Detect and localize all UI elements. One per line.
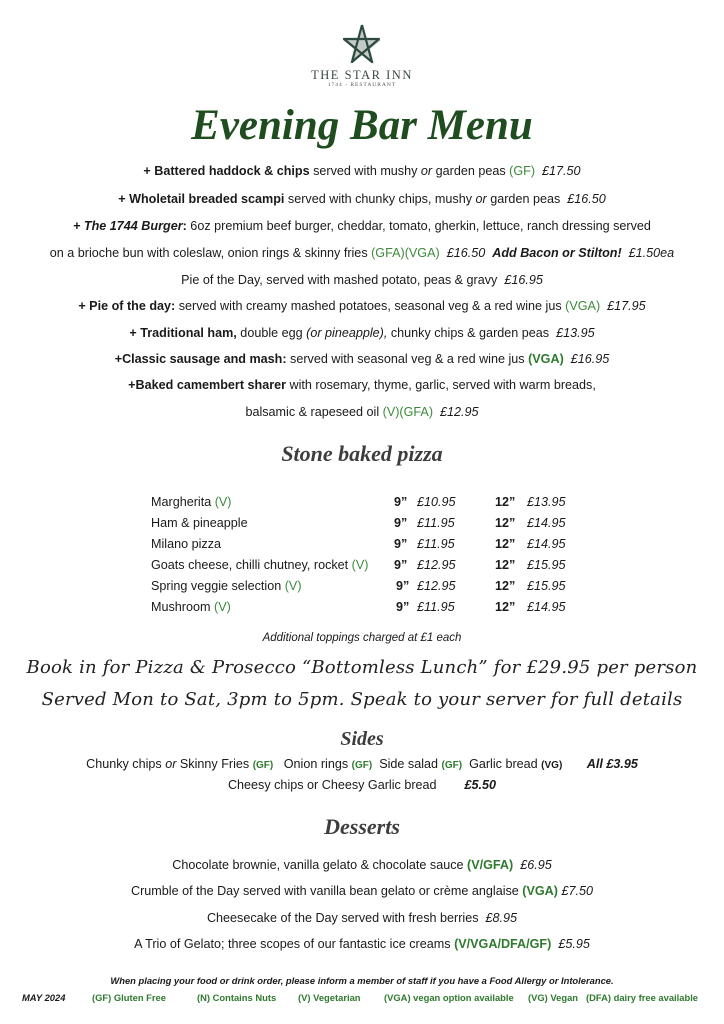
menu-title: Evening Bar Menu [191, 102, 533, 149]
menu-item: +Baked camembert sharer with rosemary, thyme, garlic, served with warm breads, [128, 378, 596, 392]
price-9inch: £11.95 [417, 600, 455, 614]
item-price: £7.50 [561, 884, 593, 898]
add-on-label: Add Bacon or Stilton! [492, 246, 622, 260]
price-12inch: £15.95 [527, 579, 566, 593]
promo-line-1: Book in for Pizza & Prosecco “Bottomless Lunch” for £29.95 per person [26, 657, 698, 678]
dietary-tag: (V) [214, 600, 231, 614]
price-9inch: £10.95 [417, 495, 456, 509]
pizza-row: Goats cheese, chilli chutney, rocket (V) 9” £12.95 12” £15.95 [151, 558, 566, 572]
pizza-name: Milano pizza [151, 537, 221, 551]
menu-item: Pie of the Day, served with mashed potato, peas & gravy £16.95 [181, 273, 543, 287]
menu-item: + Wholetail breaded scampi served with chunky chips, mushy or garden peas £16.50 [118, 192, 606, 206]
key-v: (V) Vegetarian [298, 992, 361, 1003]
dietary-tag: (GF) [509, 164, 536, 178]
item-price: £17.50 [542, 164, 581, 178]
dietary-tag: (V)(GFA) [382, 405, 434, 419]
item-price: £16.95 [504, 273, 543, 287]
item-name: Battered haddock & chips [154, 164, 310, 178]
sides-price: £5.50 [464, 778, 497, 792]
menu-item: + Battered haddock & chips served with mushy or garden peas (GF) £17.50 [143, 164, 581, 178]
item-price: £8.95 [485, 911, 518, 925]
pizza-name: Mushroom [151, 600, 214, 614]
dietary-tag: (VGA) [565, 299, 601, 313]
section-heading-desserts: Desserts [324, 814, 400, 839]
dietary-key [0, 992, 724, 1004]
dietary-tag: (VG) [541, 760, 563, 771]
dessert-item: Cheesecake of the Day served with fresh berries £8.95 [206, 911, 518, 925]
dessert-item: Crumble of the Day served with vanilla bean gelato or crème anglaise (VGA) £7.50 [130, 884, 593, 898]
sides-row: Chunky chips or Skinny Fries (GF) Onion rings (GF) Side salad (GF) Garlic bread (VG) All £3.95 [86, 757, 638, 771]
item-price: £13.95 [556, 326, 595, 340]
menu-date: MAY 2024 [22, 992, 66, 1003]
price-12inch: £14.95 [527, 537, 566, 551]
pizza-row: Margherita (V) 9” £10.95 12” £13.95 [151, 495, 566, 509]
restaurant-logo [0, 22, 724, 89]
price-12inch: £15.95 [527, 558, 566, 572]
menu-item: + Pie of the day: served with creamy mashed potatoes, seasonal veg & a red wine jus (VGA) £17.95 [78, 299, 646, 313]
dietary-tag: (VGA) [528, 352, 564, 366]
key-n: (N) Contains Nuts [197, 992, 277, 1003]
item-name: Baked camembert sharer [135, 378, 287, 392]
dessert-item: A Trio of Gelato; three scopes of our fantastic ice creams (V/VGA/DFA/GF) £5.95 [134, 937, 590, 951]
price-9inch: £11.95 [417, 516, 455, 530]
item-price: £12.95 [440, 405, 479, 419]
item-name: Wholetail breaded scampi [129, 192, 285, 206]
pizza-row: Mushroom (V) 9” £11.95 12” £14.95 [151, 600, 566, 614]
dietary-tag: (GFA)(VGA) [371, 246, 440, 260]
pizza-row: Ham & pineapple 9” £11.95 12” £14.95 [151, 516, 566, 530]
price-12inch: £14.95 [527, 600, 566, 614]
price-12inch: £13.95 [527, 495, 566, 509]
key-vg: (VG) Vegan [528, 992, 579, 1003]
menu-item-continued: on a brioche bun with coleslaw, onion rings & skinny fries (GFA)(VGA) £16.50 Add Bacon or Stilton! £1.50ea [49, 246, 675, 260]
pizza-name: Spring veggie selection [151, 579, 285, 593]
logo-name: THE STAR INN [311, 68, 413, 82]
item-price: £6.95 [520, 858, 552, 872]
dietary-tag: (V) [284, 579, 302, 593]
add-on-price: £1.50ea [628, 246, 675, 260]
dietary-tag: (GF) [441, 760, 463, 771]
sides-row: Cheesy chips or Cheesy Garlic bread £5.50 [227, 778, 497, 792]
item-price: £5.95 [558, 937, 590, 951]
item-price: £16.95 [570, 352, 610, 366]
price-12inch: £14.95 [527, 516, 566, 530]
item-price: £16.50 [446, 246, 486, 260]
dietary-tag: (GF) [252, 760, 274, 771]
dietary-tag: (VGA) [522, 884, 558, 898]
toppings-note: Additional toppings charged at £1 each [262, 632, 462, 644]
sides-price: All £3.95 [586, 757, 638, 771]
pizza-name: Ham & pineapple [151, 516, 248, 530]
menu-item: + Traditional ham, double egg (or pineapple), chunky chips & garden peas £13.95 [129, 326, 595, 340]
pizza-name: Margherita [151, 495, 215, 509]
menu-item: + The 1744 Burger: 6oz premium beef burger, cheddar, tomato, gherkin, lettuce, ranch dressing served [73, 219, 651, 233]
pizza-row: Milano pizza 9” £11.95 12” £14.95 [151, 537, 566, 551]
item-price: £17.95 [607, 299, 646, 313]
price-9inch: £12.95 [417, 558, 456, 572]
dietary-tag: (V/VGA/DFA/GF) [454, 937, 552, 951]
dietary-tag: (V/GFA) [467, 858, 514, 872]
menu-item-continued: balsamic & rapeseed oil (V)(GFA) £12.95 [245, 405, 479, 419]
item-name: Pie of the day: [89, 299, 176, 313]
price-9inch: £11.95 [417, 537, 455, 551]
price-9inch: £12.95 [417, 579, 456, 593]
section-heading-pizza: Stone baked pizza [281, 441, 443, 466]
star-icon [339, 22, 385, 68]
item-name: The 1744 Burger [83, 219, 183, 233]
allergy-note: When placing your food or drink order, please inform a member of staff if you have a Food Allergy or Intolerance. [110, 975, 614, 986]
section-heading-sides: Sides [340, 728, 384, 750]
pizza-name: Goats cheese, chilli chutney, rocket [151, 558, 352, 572]
dietary-tag: (V) [214, 495, 232, 509]
menu-item: +Classic sausage and mash: served with seasonal veg & a red wine jus (VGA) £16.95 [114, 352, 610, 366]
key-gf: (GF) Gluten Free [92, 992, 166, 1003]
pizza-row: Spring veggie selection (V) 9” £12.95 12” £15.95 [151, 579, 566, 593]
dietary-tag: (GF) [351, 760, 373, 771]
item-name: Classic sausage and mash: [122, 352, 287, 366]
item-name: Traditional ham, [140, 326, 237, 340]
promo-line-2: Served Mon to Sat, 3pm to 5pm. Speak to your server for full details [41, 689, 683, 710]
dessert-item: Chocolate brownie, vanilla gelato & chocolate sauce (V/GFA) £6.95 [172, 858, 552, 872]
item-price: £16.50 [567, 192, 606, 206]
key-dfa: (DFA) dairy free available [586, 992, 699, 1003]
key-vga: (VGA) vegan option available [384, 992, 514, 1003]
logo-subtitle: 1744 - RESTAURANT [327, 82, 397, 88]
dietary-tag: (V) [351, 558, 369, 572]
